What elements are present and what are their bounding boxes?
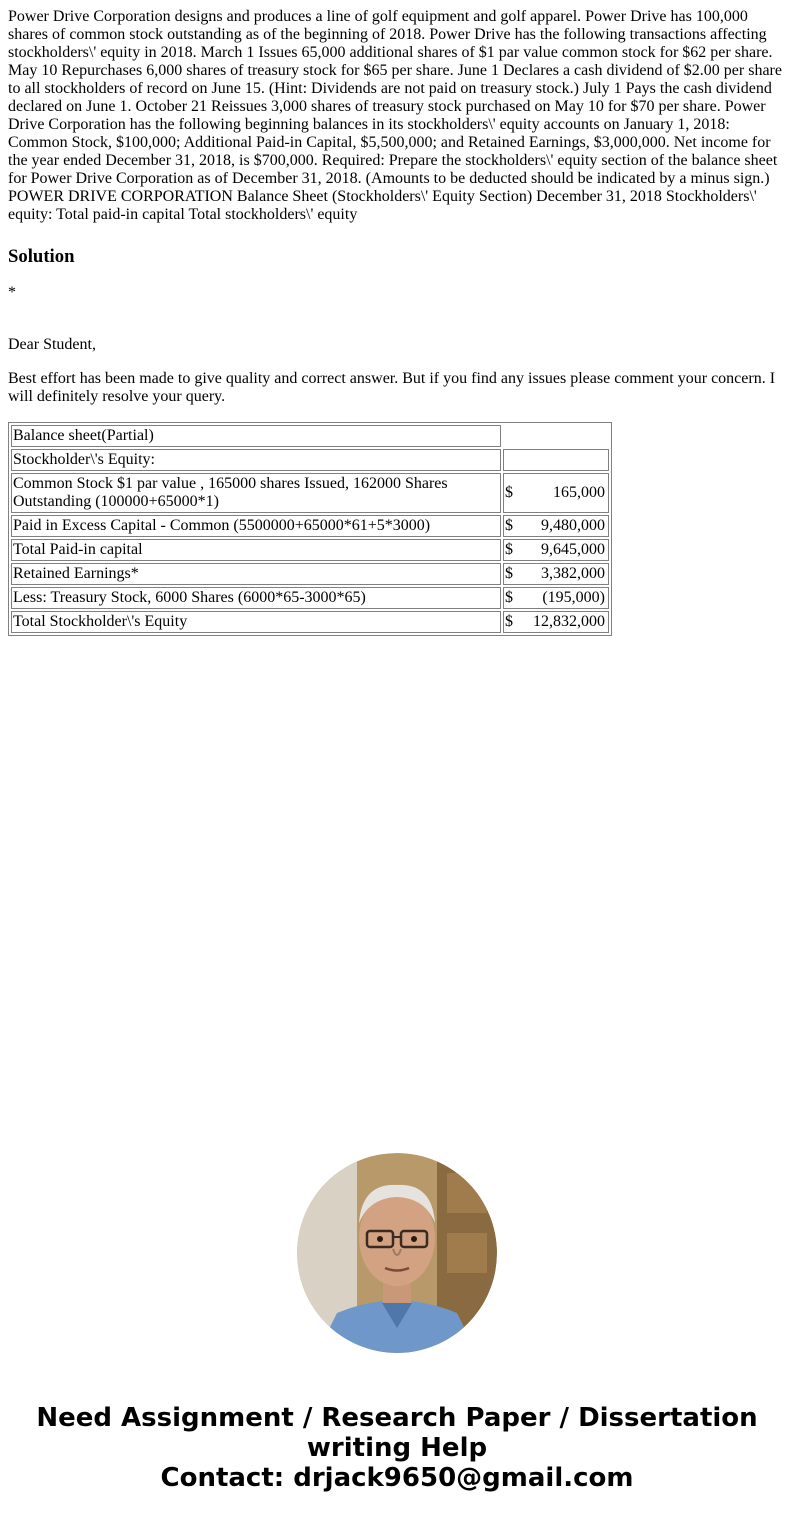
row-amount-cell — [503, 563, 609, 585]
row-amount: 165,000 — [553, 484, 605, 501]
row-amount-cell — [503, 587, 609, 609]
table-row — [11, 563, 609, 585]
currency-sign: $ — [505, 613, 513, 630]
greeting: Dear Student, — [8, 336, 96, 353]
page-content — [0, 0, 794, 636]
row-label: Retained Earnings* — [11, 563, 501, 585]
row-amount-cell — [503, 539, 609, 561]
table-title: Balance sheet(Partial) — [11, 425, 501, 447]
row-label: Total Paid-in capital — [11, 539, 501, 561]
tutor-avatar — [297, 1153, 497, 1353]
promo-contact: Contact: drjack9650@gmail.com — [160, 1463, 634, 1493]
promo-line: writing Help — [306, 1433, 488, 1463]
row-amount-cell — [503, 611, 609, 633]
currency-sign: $ — [505, 565, 513, 582]
row-label: Paid in Excess Capital - Common (5500000+65000*61+5*3000) — [11, 515, 501, 537]
currency-sign: $ — [505, 589, 513, 606]
row-label: Total Stockholder\'s Equity — [11, 611, 501, 633]
row-amount: 12,832,000 — [533, 613, 605, 630]
table-row — [11, 515, 609, 537]
table-row — [11, 587, 609, 609]
table-row — [11, 611, 609, 633]
table-row — [11, 449, 609, 471]
row-label: Less: Treasury Stock, 6000 Shares (6000*65-3000*65) — [11, 587, 501, 609]
table-row — [11, 473, 609, 513]
empty-cell — [503, 425, 609, 447]
row-amount-cell — [503, 473, 609, 513]
row-amount: 3,382,000 — [541, 565, 605, 582]
solution-heading: Solution — [8, 246, 75, 267]
currency-sign: $ — [505, 541, 513, 558]
star-marker: * — [8, 284, 16, 301]
question-text: Power Drive Corporation designs and produces a line of golf equipment and golf apparel. Power Drive has 100,000 shares of common stock outstanding as of the beginning of 2018. Power Drive has the following transactions affecting stockholders\' equity in 2018. March 1 Issues 65,000 additional shares of $1 par value common stock for $62 per share. May 10 Repurchases 6,000 shares of treasury stock for $65 per share. June 1 Declares a cash dividend of $2.00 per share to all stockholders of record on June 15. (Hint: Dividends are not paid on treasury stock.) July 1 Pays the cash dividend declared on June 1. October 21 Reissues 3,000 shares of treasury stock purchased on May 10 for $70 per share. Power Drive Corporation has the following beginning balances in its stockholders\' equity accounts on January 1, 2018: Common Stock, $100,000; Additional Paid-in Capital, $5,500,000; and Retained Earnings, $3,000,000. Net income for the year ended December 31, 2018, is $700,000. Required: Prepare the stockholders\' equity section of the balance sheet for Power Drive Corporation as of December 31, 2018. (Amounts to be deducted should be indicated by a minus sign.) POWER DRIVE CORPORATION Balance Sheet (Stockholders\' Equity Section) December 31, 2018 Stockholders\' equity: Total paid-in capital Total stockholders\' equity — [8, 8, 782, 223]
promo-line: Need Assignment / Research Paper / Dissertation — [36, 1403, 758, 1433]
balance-sheet-table — [8, 422, 612, 636]
row-amount-cell — [503, 515, 609, 537]
empty-cell — [503, 449, 609, 471]
row-amount: (195,000) — [542, 589, 605, 606]
table-row — [11, 425, 609, 447]
row-amount: 9,645,000 — [541, 541, 605, 558]
currency-sign: $ — [505, 484, 513, 501]
table-row — [11, 539, 609, 561]
promo-banner — [0, 1403, 794, 1493]
note-text: Best effort has been made to give quality and correct answer. But if you find any issues please comment your concern. I will definitely resolve your query. — [8, 370, 776, 405]
row-label: Common Stock $1 par value , 165000 shares Issued, 162000 Shares Outstanding (100000+65000*1) — [11, 473, 501, 513]
table-section: Stockholder\'s Equity: — [11, 449, 501, 471]
row-amount: 9,480,000 — [541, 517, 605, 534]
tutor-portrait-icon — [297, 1153, 497, 1353]
currency-sign: $ — [505, 517, 513, 534]
